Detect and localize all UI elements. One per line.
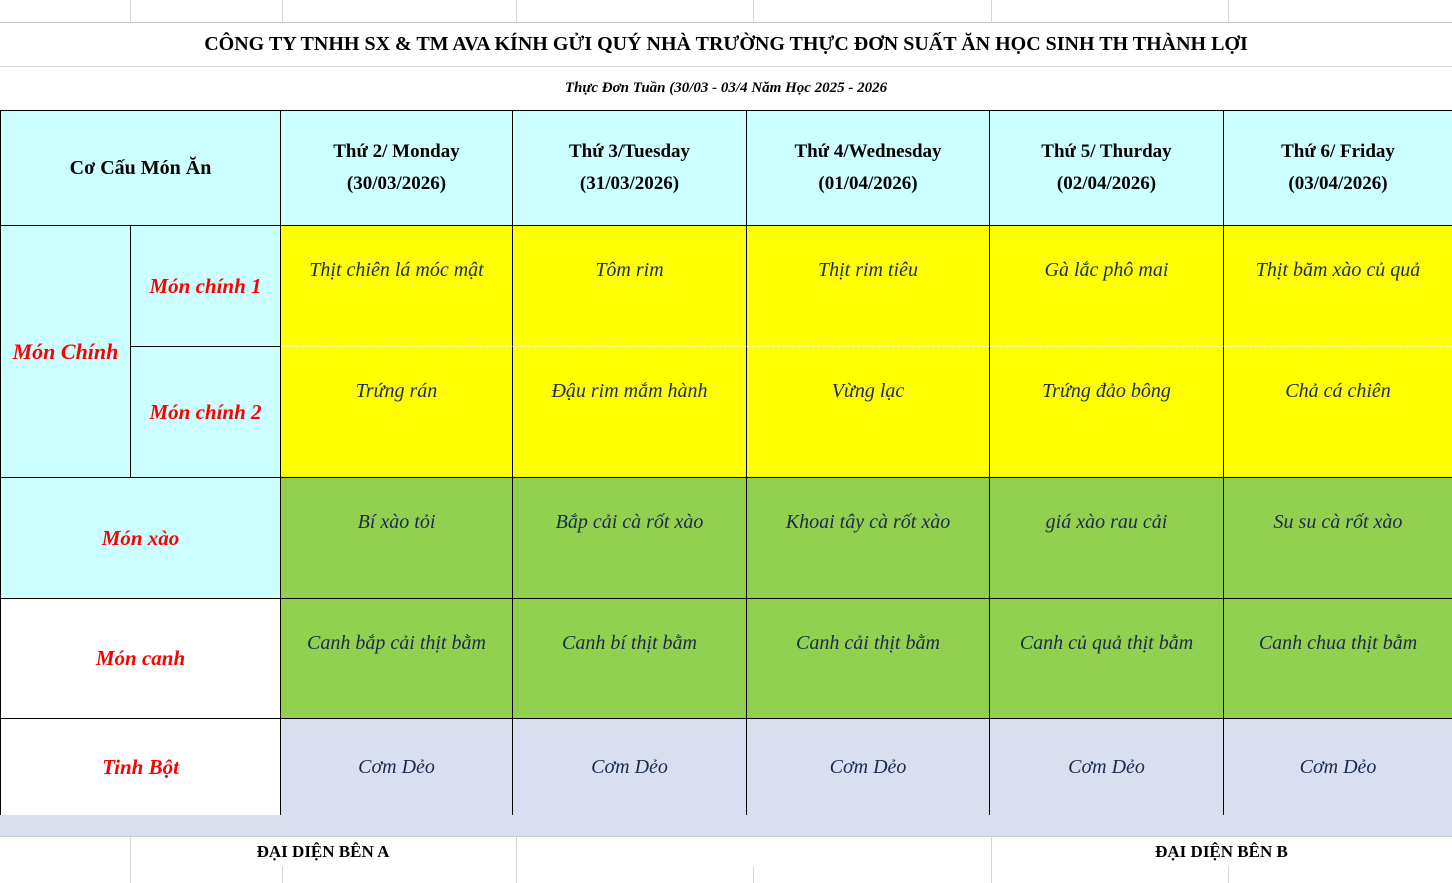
dish-cell-main1-wednesday[interactable]: Thịt rim tiêu	[747, 226, 990, 347]
gridline	[130, 866, 131, 883]
dish-cell-main1-monday[interactable]: Thịt chiên lá móc mật	[281, 226, 513, 347]
corner-header-cell[interactable]: Cơ Cấu Món Ăn	[1, 111, 281, 226]
menu-table	[0, 110, 1452, 815]
dish-cell-stirfry-monday[interactable]: Bí xào tỏi	[281, 478, 513, 599]
dish-cell-main1-tuesday[interactable]: Tôm rim	[513, 226, 747, 347]
day-header-thursday[interactable]	[990, 111, 1224, 226]
dish-cell-stirfry-tuesday[interactable]: Bắp cải cà rốt xào	[513, 478, 747, 599]
day-label: Thứ 4/Wednesday	[794, 140, 942, 162]
dish-cell-starch-friday[interactable]: Cơm Dẻo	[1224, 719, 1452, 816]
day-label: Thứ 6/ Friday	[1281, 140, 1395, 162]
dish-cell-starch-tuesday[interactable]: Cơm Dẻo	[513, 719, 747, 816]
day-header-monday[interactable]	[281, 111, 513, 226]
row-label-main1[interactable]: Món chính 1	[131, 226, 281, 347]
day-header-tuesday[interactable]	[513, 111, 747, 226]
gridline	[1228, 0, 1229, 22]
meal-group-label-main[interactable]: Món Chính	[1, 226, 131, 478]
gridline	[516, 866, 517, 883]
signature-party-b[interactable]: ĐẠI DIỆN BÊN B	[1155, 841, 1288, 861]
document-subtitle[interactable]: Thực Đơn Tuần (30/03 - 03/4 Năm Học 2025 - 2026	[0, 67, 1452, 110]
gridline	[516, 0, 517, 22]
gridline	[130, 0, 131, 22]
gridline	[991, 866, 992, 883]
gridline	[516, 837, 517, 866]
dish-cell-soup-thursday[interactable]: Canh củ quả thịt bằm	[990, 599, 1224, 719]
day-label: Thứ 5/ Thurday	[1041, 140, 1172, 162]
row-label-main2[interactable]: Món chính 2	[131, 347, 281, 478]
dish-cell-stirfry-wednesday[interactable]: Khoai tây cà rốt xào	[747, 478, 990, 599]
day-date: (03/04/2026)	[1288, 172, 1388, 194]
dish-cell-main1-thursday[interactable]: Gà lắc phô mai	[990, 226, 1224, 347]
dish-cell-soup-friday[interactable]: Canh chua thịt bằm	[1224, 599, 1452, 719]
day-header-wednesday[interactable]	[747, 111, 990, 226]
dish-cell-main2-friday[interactable]: Chả cá chiên	[1224, 347, 1452, 478]
day-date: (02/04/2026)	[1056, 172, 1157, 194]
dish-cell-main2-thursday[interactable]: Trứng đảo bông	[990, 347, 1224, 478]
dish-cell-main2-wednesday[interactable]: Vừng lạc	[747, 347, 990, 478]
dish-cell-starch-wednesday[interactable]: Cơm Dẻo	[747, 719, 990, 816]
gridline	[753, 866, 754, 883]
gridline	[1228, 866, 1229, 883]
row-label-soup[interactable]: Món canh	[1, 599, 281, 719]
dish-cell-soup-tuesday[interactable]: Canh bí thịt bằm	[513, 599, 747, 719]
dish-cell-main2-monday[interactable]: Trứng rán	[281, 347, 513, 478]
gridline	[282, 866, 283, 883]
dish-cell-main2-tuesday[interactable]: Đậu rim mắm hành	[513, 347, 747, 478]
day-date: (01/04/2026)	[818, 172, 918, 194]
gridline	[991, 0, 992, 22]
day-label: Thứ 3/Tuesday	[568, 140, 691, 162]
row-label-stir-fry[interactable]: Món xào	[1, 478, 281, 599]
bottom-grid-row	[0, 866, 1452, 883]
day-date: (31/03/2026)	[579, 172, 680, 194]
document-title[interactable]: CÔNG TY TNHH SX & TM AVA KÍNH GỬI QUÝ NHÀ TRƯỜNG THỰC ĐƠN SUẤT ĂN HỌC SINH TH THÀNH LỢI	[0, 23, 1452, 67]
dish-cell-main1-friday[interactable]: Thịt băm xào củ quả	[1224, 226, 1452, 347]
dish-cell-soup-monday[interactable]: Canh bắp cải thịt bằm	[281, 599, 513, 719]
day-label: Thứ 2/ Monday	[333, 140, 460, 162]
dish-cell-soup-wednesday[interactable]: Canh cải thịt bằm	[747, 599, 990, 719]
day-header-friday[interactable]	[1224, 111, 1452, 226]
day-date: (30/03/2026)	[346, 172, 447, 194]
signature-row	[0, 837, 1452, 867]
dish-cell-stirfry-friday[interactable]: Su su cà rốt xào	[1224, 478, 1452, 599]
gridline	[753, 0, 754, 22]
gridline	[282, 0, 283, 22]
row-label-starch[interactable]: Tinh Bột	[1, 719, 281, 816]
top-grid-row	[0, 0, 1452, 23]
signature-party-a[interactable]: ĐẠI DIỆN BÊN A	[256, 841, 390, 861]
dish-cell-starch-monday[interactable]: Cơm Dẻo	[281, 719, 513, 816]
lavender-strip	[0, 815, 1452, 837]
dish-cell-starch-thursday[interactable]: Cơm Dẻo	[990, 719, 1224, 816]
dish-cell-stirfry-thursday[interactable]: giá xào rau cải	[990, 478, 1224, 599]
